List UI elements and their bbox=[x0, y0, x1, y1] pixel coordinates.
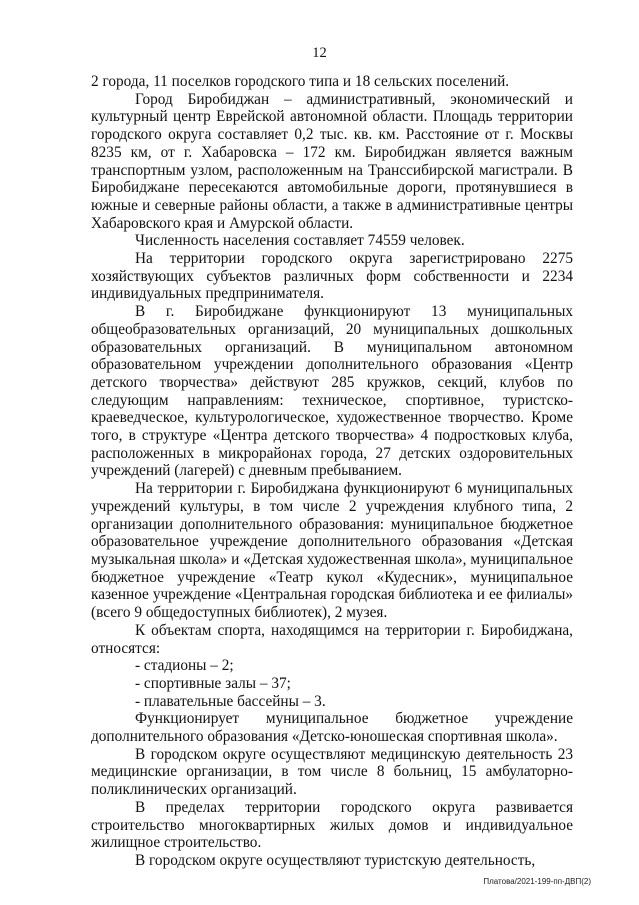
paragraph: Функционирует муниципальное бюджетное учреждение дополнительного образования «Детско-юношеская спортивная школа». bbox=[91, 710, 573, 746]
paragraph: На территории городского округа зарегистрировано 2275 хозяйствующих субъектов различных форм собственности и 2234 индивидуальных предпринимателя. bbox=[91, 250, 573, 303]
list-item: - спортивные залы – 37; bbox=[135, 674, 291, 692]
document-footer: Платова/2021-199-пп-ДВП(2) bbox=[483, 877, 591, 886]
list-item: - стадионы – 2; bbox=[135, 657, 234, 675]
paragraph: Город Биробиджан – административный, экономический и культурный центр Еврейской автономной области. Площадь территории городского округа составляет 0,2 тыс. кв. км. Расстояние от г. Москвы 8235 км, от г. Хабаровска – 172 км. Биробиджан является важным транспортным узлом, расположенным на Транссибирской магистрали. В Биробиджане пересекаются автомобильные дороги, протянувшиеся в южные и северные районы области, а также в административные центры Хабаровского края и Амурской области. bbox=[91, 90, 573, 232]
paragraph: В городском округе осуществляют медицинскую деятельность 23 медицинские организации, в том числе 8 больниц, 15 амбулаторно-поликлинических организаций. bbox=[91, 745, 573, 799]
list-item: - плавательные бассейны – 3. bbox=[135, 692, 326, 710]
paragraph: К объектам спорта, находящимся на территории г. Биробиджана, относятся: bbox=[91, 621, 573, 657]
body-text bbox=[91, 73, 573, 870]
page-number: 12 bbox=[312, 45, 327, 61]
paragraph: В пределах территории городского округа развивается строительство многоквартирных жилых домов и индивидуальное жилищное строительство. bbox=[91, 798, 573, 852]
paragraph: Численность населения составляет 74559 человек. bbox=[135, 232, 465, 250]
paragraph: В г. Биробиджане функционируют 13 муниципальных общеобразовательных организаций, 20 муниципальных дошкольных образовательных организаций. В муниципальном автономном образовательном учреждении дополнительного образования «Центр детского творчества» действуют 285 кружков, секций, клубов по следующим направлениям: техническое, спортивное, туристско-краеведческое, культурологическое, художественное творчество. Кроме того, в структуре «Центра детского творчества» 4 подростковых клуба, расположенных в микрорайонах города, 27 детских оздоровительных учреждений (лагерей) с дневным пребыванием. bbox=[91, 303, 573, 480]
paragraph: На территории г. Биробиджана функционируют 6 муниципальных учреждений культуры, в том числе 2 учреждения клубного типа, 2 организации дополнительного образования: муниципальное бюджетное образовательное учреждение дополнительного образования «Детская музыкальная школа» и «Детская художественная школа», муниципальное бюджетное учреждение «Театр кукол «Кудесник», муниципальное казенное учреждение «Центральная городская библиотека и ее филиалы» (всего 9 общедоступных библиотек), 2 музея. bbox=[91, 480, 573, 622]
paragraph: В городском округе осуществляют туристскую деятельность, bbox=[135, 851, 536, 869]
paragraph: 2 города, 11 поселков городского типа и 18 сельских поселений. bbox=[91, 73, 510, 90]
